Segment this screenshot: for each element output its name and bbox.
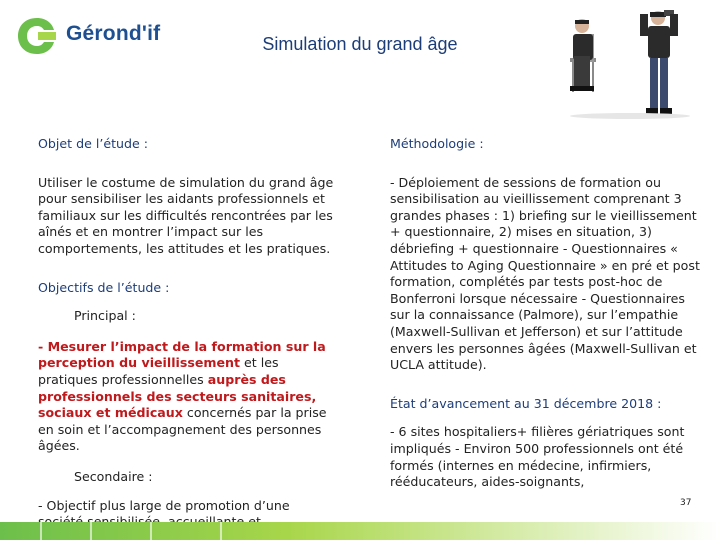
simulation-suit-photo	[560, 4, 700, 122]
bar-stripe	[220, 522, 222, 540]
objectifs-heading: Objectifs de l’étude :	[38, 279, 170, 295]
etat-text: - 6 sites hospitaliers+ filières gériatriques sont impliqués - Environ 500 professionnels ont été formés (internes en médecine, infirmiers, rééducateurs, aides-soignants,	[390, 424, 685, 490]
objet-heading: Objet de l’étude :	[38, 136, 148, 151]
bar-stripe	[150, 522, 152, 540]
methodologie-text: - Déploiement de sessions de formation ou sensibilisation au vieillissement comprenant 3 grandes phases : 1) briefing sur le vieillissement + questionnaire, 2) mises en situation, 3) débriefing + questionnaire - Questionnaires « Attitudes to Aging Questionnaire » en pré et post formation, complétés par tests post-hoc de Bonferroni lorsque nécessaire - Questionnaires sur la connaissance (Palmore), sur l’empathie (Maxwell-Sullivan et Jefferson) et sur l’attitude envers les personnes âgées (Maxwell-Sullivan et UCLA attitude).	[390, 174, 700, 373]
etat-heading: État d’avancement au 31 décembre 2018 :	[390, 395, 662, 411]
bottom-decorative-bar	[0, 522, 720, 540]
methodologie-heading: Méthodologie :	[390, 136, 484, 151]
principal-bold: auprès des professionnels des secteurs sanitaires, sociaux et médicaux	[38, 371, 317, 421]
left-column	[38, 136, 338, 540]
secondaire-label: Secondaire :	[74, 468, 153, 484]
logo-text: Gérond'if	[66, 22, 161, 45]
secondaire-text: - Objectif plus large de promotion d’une	[38, 497, 290, 513]
principal-suffix: concernés par la prise en soin et l’accompagnement des personnes âgées.	[38, 405, 327, 454]
right-column	[390, 136, 708, 491]
principal-prefix: - Mesurer l’impact de la formation sur la perception du vieillissement	[38, 338, 326, 371]
bar-stripe	[90, 522, 92, 540]
bar-stripe	[40, 522, 42, 540]
slide-title: Simulation du grand âge	[262, 34, 458, 54]
page-number: 37	[680, 498, 692, 508]
principal-mid: et les pratiques professionnelles	[38, 355, 279, 387]
objet-text: Utiliser le costume de simulation du grand âge pour sensibiliser les aidants professionnels et familiaux sur les difficultés rencontrées par les aînés et en montrer l’impact sur les comportements, les attitudes et les pratiques.	[38, 174, 334, 256]
principal-label: Principal :	[74, 308, 136, 324]
principal-text	[38, 339, 338, 455]
